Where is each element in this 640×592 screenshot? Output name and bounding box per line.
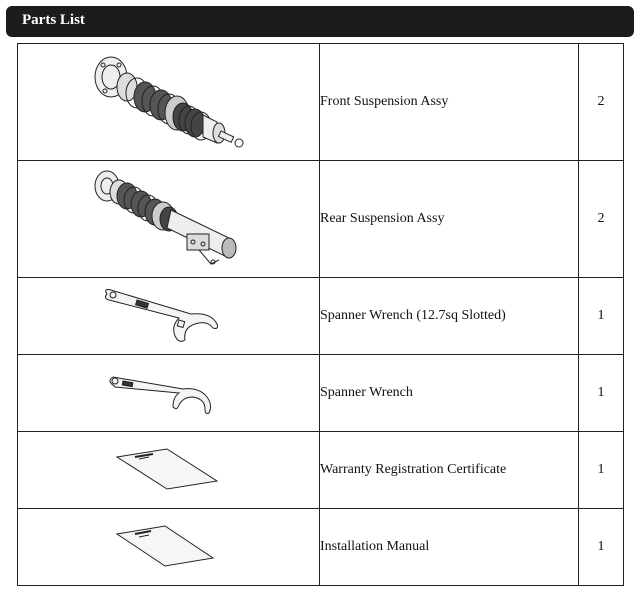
part-quantity: 2 [579,161,624,278]
parts-list-header [6,6,634,37]
table-row [18,278,624,355]
part-quantity: 1 [579,278,624,355]
table-row [18,161,624,278]
part-quantity: 1 [579,355,624,432]
table-row [18,432,624,509]
part-name: Spanner Wrench (12.7sq Slotted) [320,278,579,355]
part-name: Warranty Registration Certificate [320,432,579,509]
front-suspension-icon [79,47,259,157]
table-row [18,355,624,432]
slotted-spanner-wrench-icon [99,284,239,348]
part-quantity: 1 [579,432,624,509]
part-image-cell [18,161,320,278]
page-title: Parts List [22,12,85,28]
part-name: Installation Manual [320,509,579,586]
part-quantity: 2 [579,44,624,161]
certificate-icon [109,445,229,495]
part-image-cell [18,432,320,509]
part-image-cell [18,355,320,432]
part-image-cell [18,278,320,355]
parts-table [17,43,624,586]
part-name: Spanner Wrench [320,355,579,432]
manual-icon [109,522,229,572]
table-row [18,44,624,161]
part-image-cell [18,509,320,586]
part-image-cell [18,44,320,161]
part-quantity: 1 [579,509,624,586]
spanner-wrench-icon [99,363,239,423]
table-row [18,509,624,586]
rear-suspension-icon [79,164,259,274]
part-name: Front Suspension Assy [320,44,579,161]
part-name: Rear Suspension Assy [320,161,579,278]
